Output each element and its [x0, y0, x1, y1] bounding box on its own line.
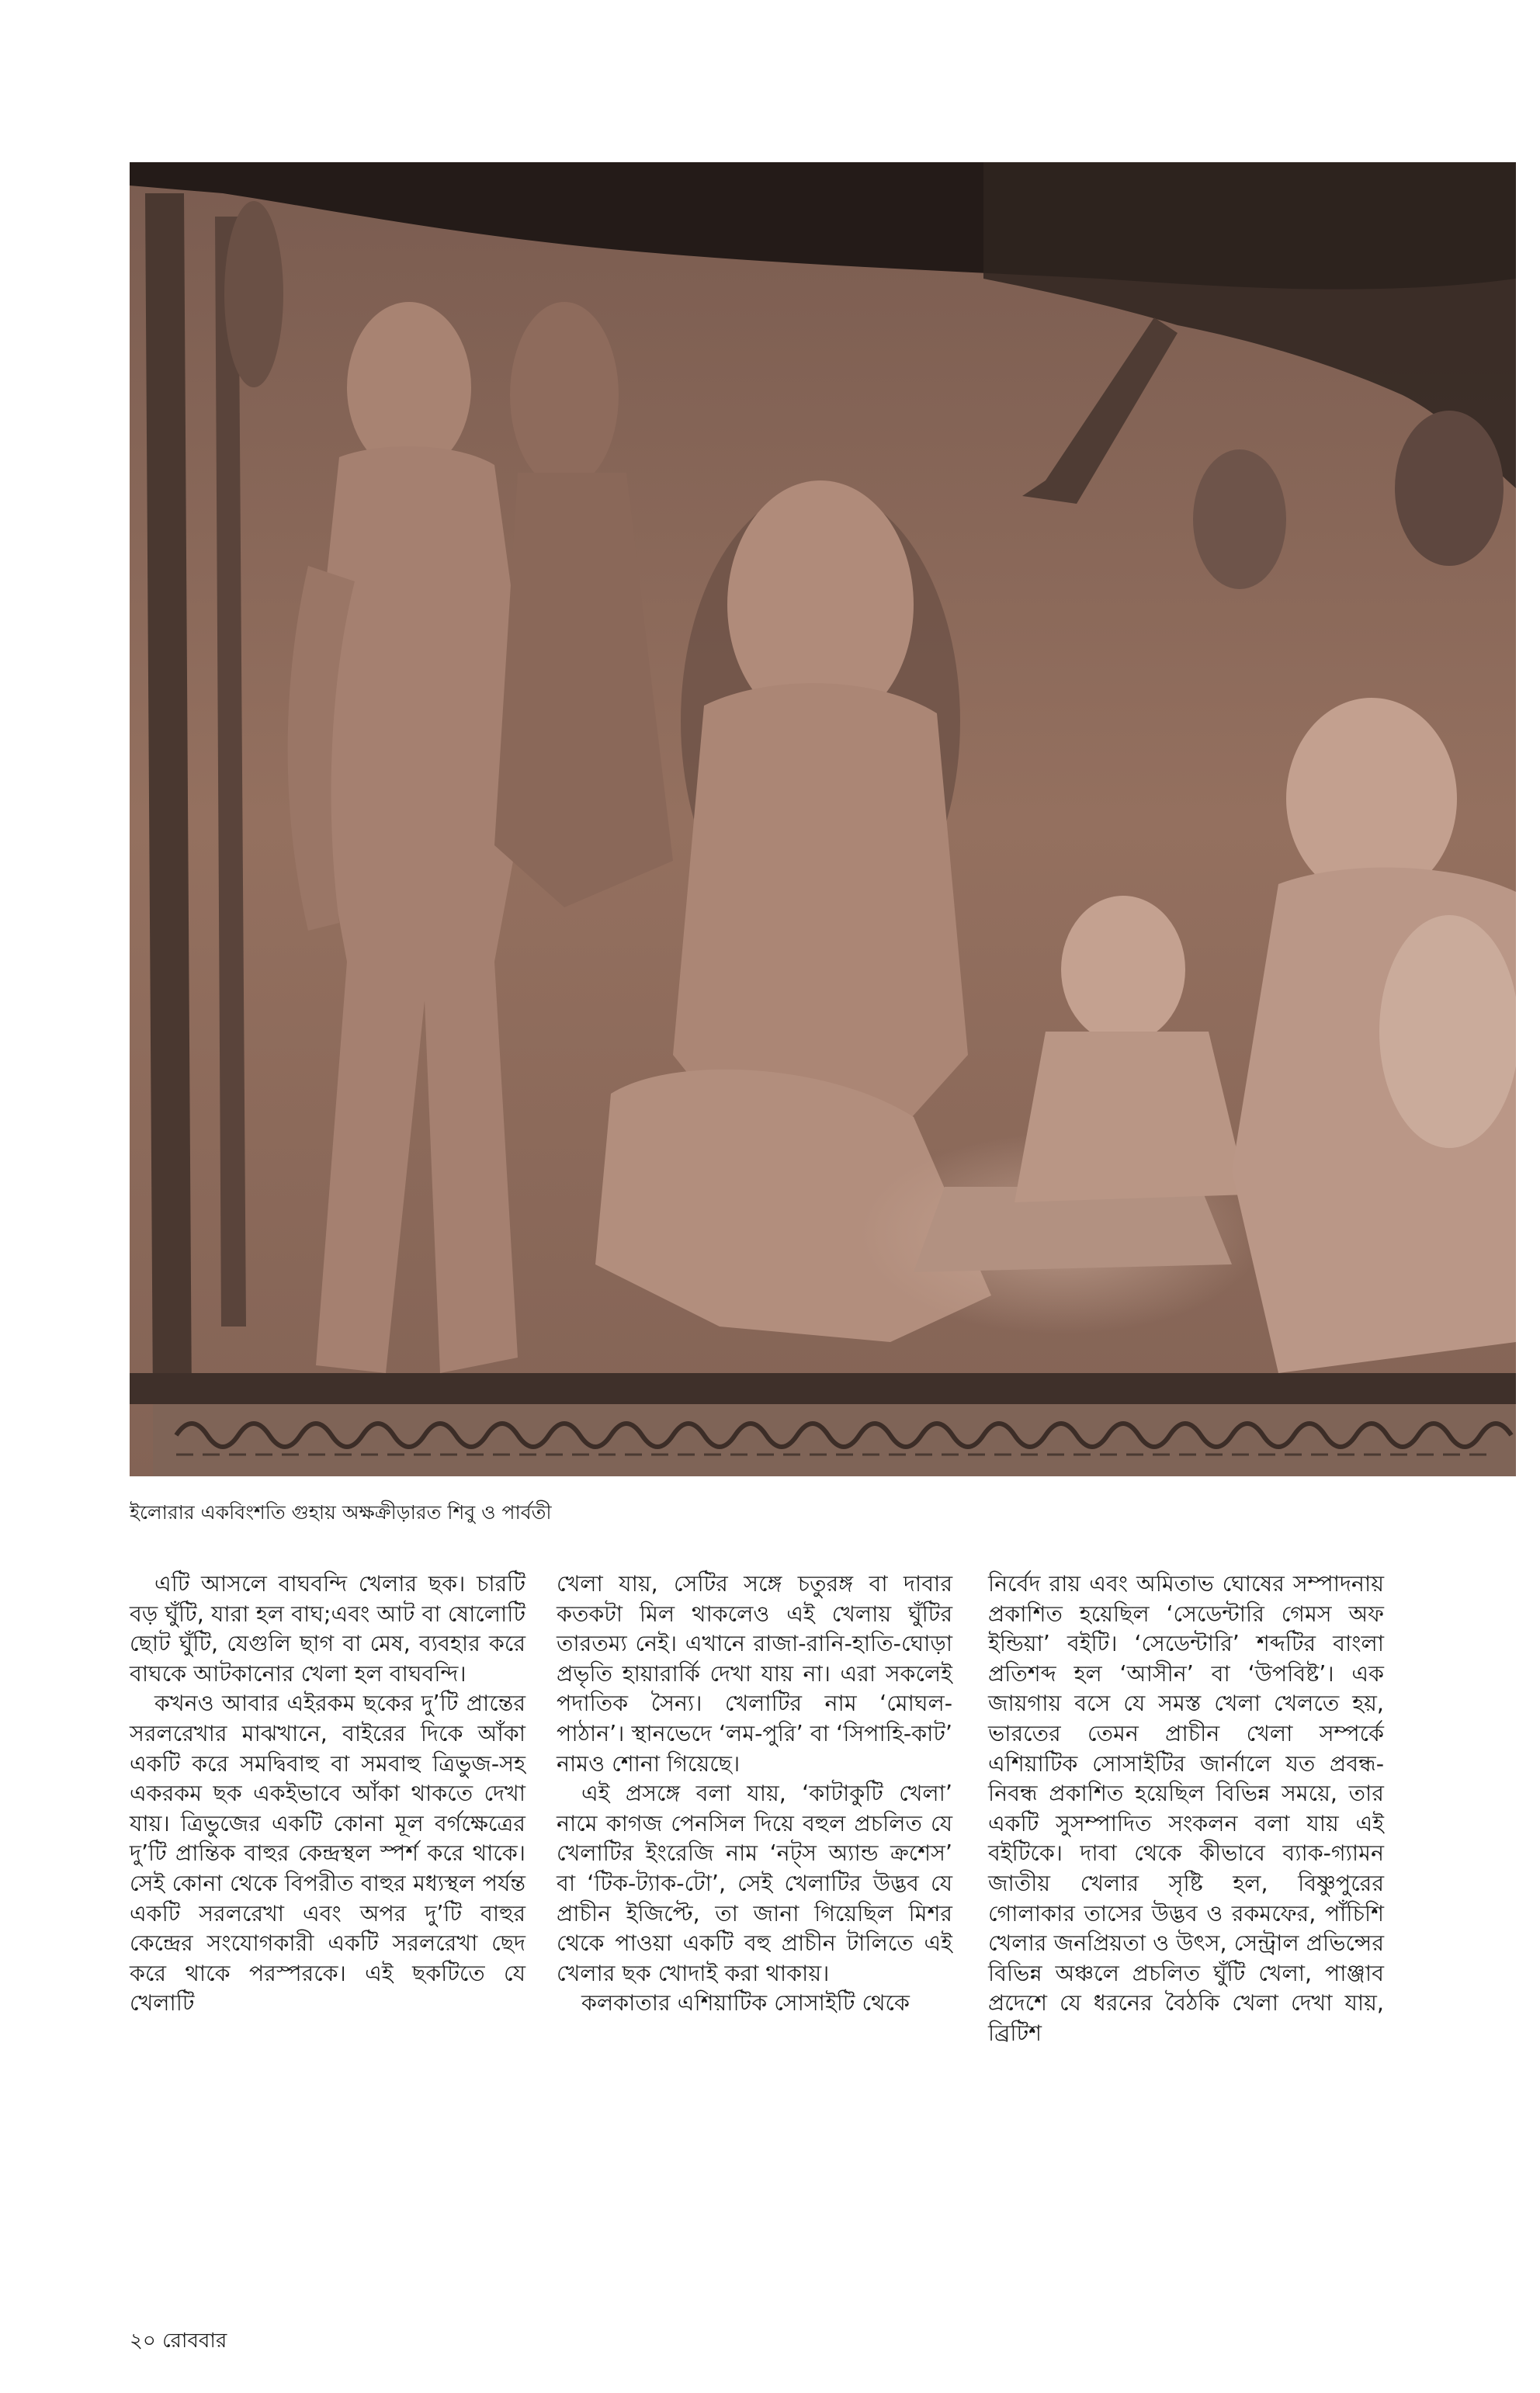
- article-column-3: [988, 1569, 1384, 2049]
- parvati-shoulder-highlight: [1379, 915, 1516, 1148]
- ground-shadow: [130, 1373, 1516, 1404]
- paragraph: কখনও আবার এইরকম ছকের দু’টি প্রান্তের সরলরেখার মাঝখানে, বাইরের দিকে আঁকা একটি করে সমদ্বিবাহু বা সমবাহু ত্রিভুজ-সহ একরকম ছক একইভাবে আঁকা থাকতে দেখা যায়। ত্রিভুজের একটি কোনা মূল বর্গক্ষেত্রের দু’টি প্রান্তিক বাহুর কেন্দ্রস্থল স্পর্শ করে থাকে। সেই কোনা থেকে বিপরীত বাহুর মধ্যস্থল পর্যন্ত একটি সরলরেখা এবং অপর দু’টি বাহুর কেন্দ্রের সংযোগকারী একটি সরলরেখা ছেদ করে থাকে পরস্পরকে। এই ছকটিতে যে খেলাটি: [130, 1691, 525, 2017]
- child-head: [1061, 896, 1185, 1043]
- paragraph: কলকাতার এশিয়াটিক সোসাইটি থেকে: [581, 1990, 910, 2017]
- page-folio: ২০ রোববার: [130, 2329, 227, 2353]
- figure-caption: ইলোরার একবিংশতি গুহায় অক্ষক্রীড়ারত শিবু ও পার্বতী: [130, 1501, 552, 1524]
- background-figure-1: [1193, 449, 1286, 589]
- paragraph: এটি আসলে বাঘবন্দি খেলার ছক। চারটি বড় ঘুঁটি, যারা হল বাঘ;এবং আট বা ষোলোটি ছোট ঘুঁটি, যেগুলি ছাগ বা মেষ, ব্যবহার করে বাঘকে আটকানোর খেলা হল বাঘবন্দি।: [130, 1571, 525, 1687]
- paragraph: এই প্রসঙ্গে বলা যায়, ‘কাটাকুটি খেলা’ নামে কাগজ পেনসিল দিয়ে বহুল প্রচলিত যে খেলাটির ইংরেজি নাম ‘নট্‌স অ্যান্ড ক্রশেস’ বা ‘টিক-ট্যাক-টো’, সেই খেলাটির উদ্ভব যে প্রাচীন ইজিপ্টে, তা জানা গিয়েছিল মিশর থেকে পাওয়া একটি বহু প্রাচীন টালিতে এই খেলার ছক খোদাই করা থাকায়।: [557, 1781, 952, 1986]
- child-body: [1015, 1032, 1247, 1202]
- paragraph: খেলা যায়, সেটির সঙ্গে চতুরঙ্গ বা দাবার কতকটা মিল থাকলেও এই খেলায় ঘুঁটির তারতম্য নেই। এখানে রাজা-রানি-হাতি-ঘোড়া প্রভৃতি হায়ারার্কি দেখা যায় না। এরা সকলেই পদাতিক সৈন্য। খেলাটির নাম ‘মোঘল-পাঠান’। স্থানভেদে ‘লম-পুরি’ বা ‘সিপাহি-কাট’ নামও শোনা গিয়েছে।: [557, 1571, 952, 1777]
- trident-head: [224, 201, 283, 387]
- paragraph: নির্বেদ রায় এবং অমিতাভ ঘোষের সম্পাদনায় প্রকাশিত হয়েছিল ‘সেডেন্টারি গেমস অফ ইন্ডিয়া’ বইটি। ‘সেডেন্টারি’ শব্দটির বাংলা প্রতিশব্দ হল ‘আসীন’ বা ‘উপবিষ্ট’। এক জায়গায় বসে যে সমস্ত খেলা খেলতে হয়, ভারতের তেমন প্রাচীন খেলা সম্পর্কে এশিয়াটিক সোসাইটির জার্নালে যত প্রবন্ধ-নিবন্ধ প্রকাশিত হয়েছিল বিভিন্ন সময়ে, তার একটি সুসম্পাদিত সংকলন বলা যায় এই বইটিকে। দাবা থেকে কীভাবে ব্যাক-গ্যামন জাতীয় খেলার সৃষ্টি হল, বিষ্ণুপুরের গোলাকার তাসের উদ্ভব ও রকমফের, পাঁচিশি খেলার জনপ্রিয়তা ও উৎস, সেন্ট্রাল প্রভিন্সের বিভিন্ন অঞ্চলে প্রচলিত ঘুঁটি খেলা, পাঞ্জাব প্রদেশে যে ধরনের বৈঠকি খেলা দেখা যায়, ব্রিটিশ: [988, 1571, 1384, 2046]
- article-column-1: [130, 1569, 525, 2019]
- left-border-groove: [145, 193, 192, 1404]
- article-column-2: [557, 1569, 952, 2019]
- shiva-torso: [673, 683, 968, 1132]
- relief-illustration: [130, 162, 1516, 1476]
- relief-photo: [130, 162, 1516, 1476]
- attendant-head: [510, 302, 619, 488]
- background-figure-2: [1395, 411, 1504, 566]
